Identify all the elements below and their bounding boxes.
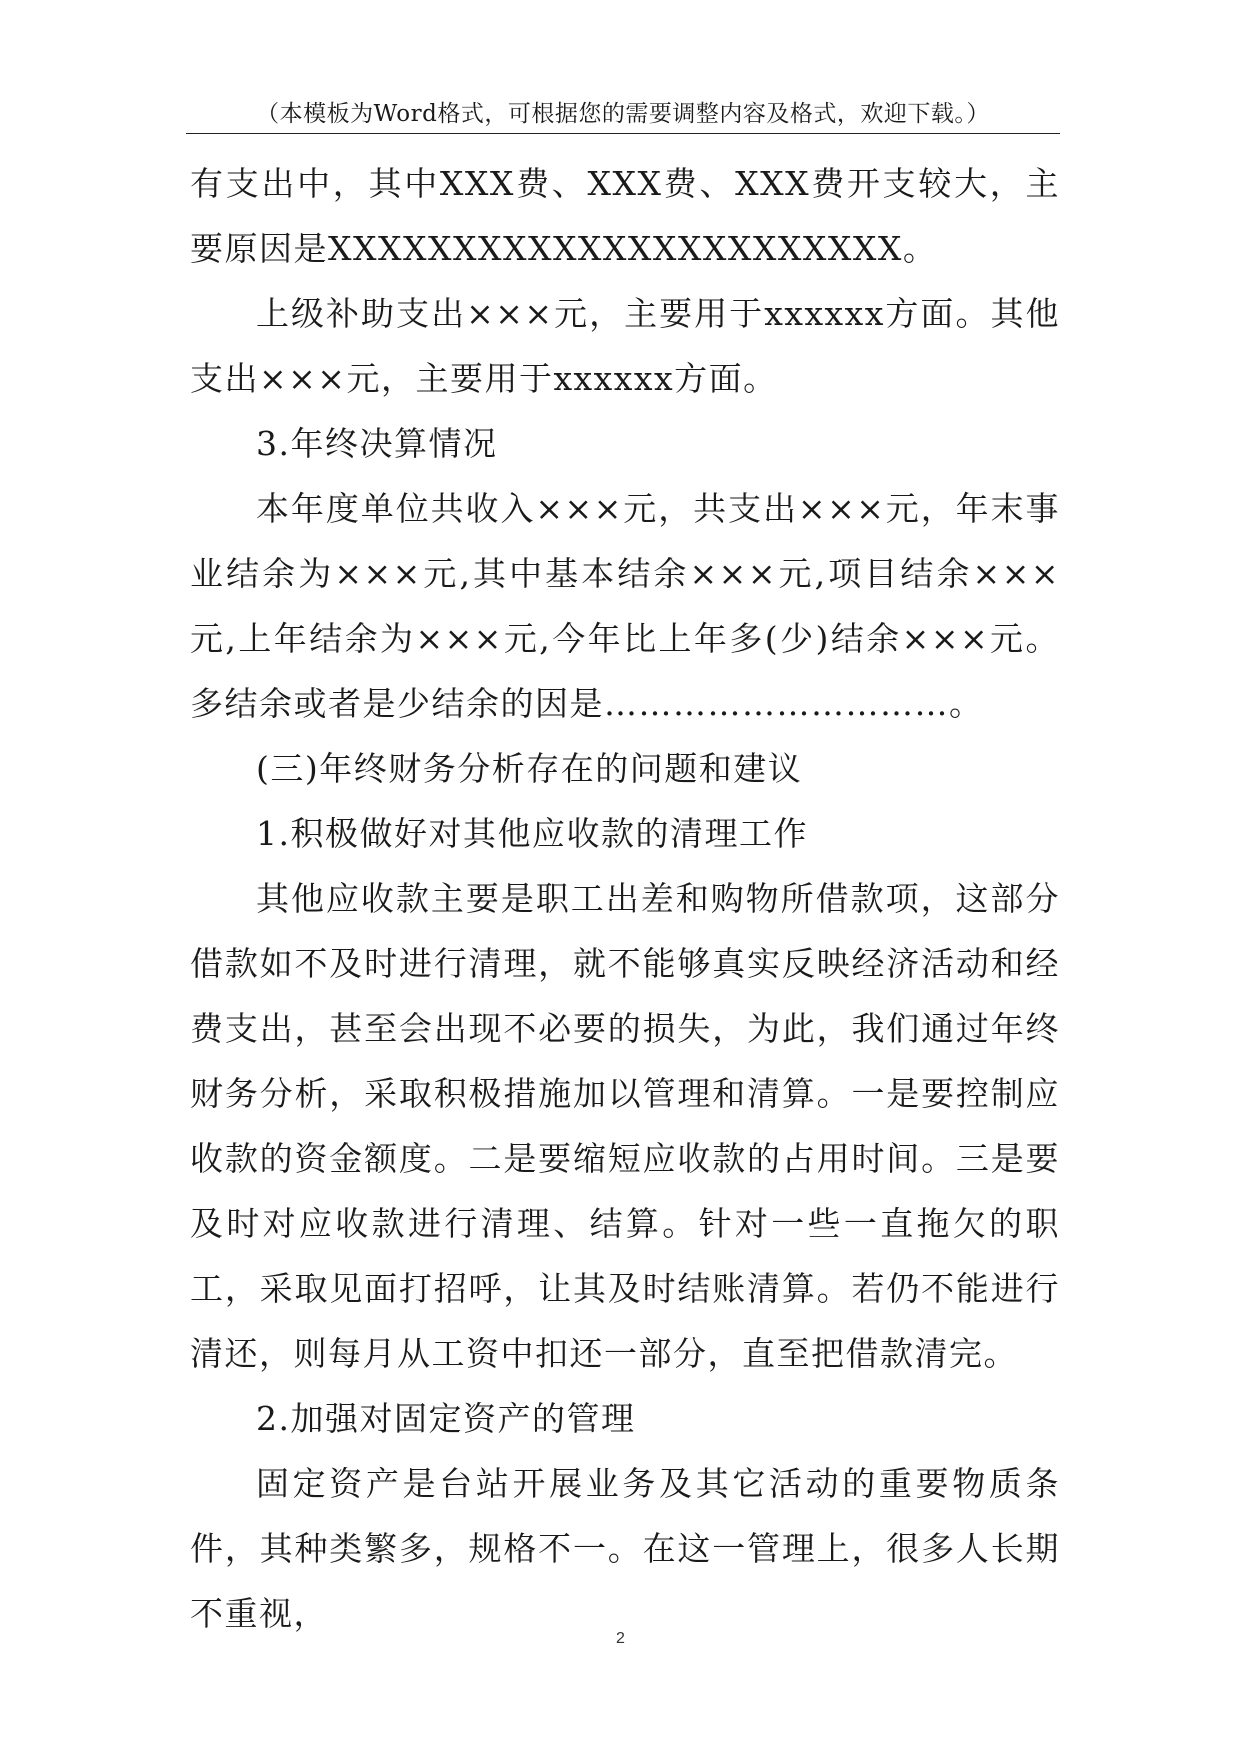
heading-receivables-cleanup: 1.积极做好对其他应收款的清理工作 — [256, 814, 808, 853]
page-number: 2 — [616, 1630, 625, 1647]
heading-year-end-settlement: 3.年终决算情况 — [256, 424, 498, 463]
paragraph-expense-continuation: 有支出中，其中XXX费、XXX费、XXX费开支较大，主要原因是XXXXXXXXXXXXXXXXXXXXXXX。 — [190, 164, 1060, 268]
paragraph-subsidy-expense: 上级补助支出×××元，主要用于xxxxxx方面。其他支出×××元，主要用于xxxxxx方面。 — [190, 294, 1060, 398]
document-body — [190, 151, 1060, 1646]
heading-problems-suggestions: (三)年终财务分析存在的问题和建议 — [256, 749, 803, 788]
paragraph-receivables-details: 其他应收款主要是职工出差和购物所借款项，这部分借款如不及时进行清理，就不能够真实反映经济活动和经费支出，甚至会出现不必要的损失，为此，我们通过年终财务分析，采取积极措施加以管理和清算。一是要控制应收款的资金额度。二是要缩短应收款的占用时间。三是要及时对应收款进行清理、结算。针对一些一直拖欠的职工，采取见面打招呼，让其及时结账清算。若仍不能进行清还，则每月从工资中扣还一部分，直至把借款清完。 — [190, 879, 1060, 1373]
template-note-header: （本模板为Word格式，可根据您的需要调整内容及格式，欢迎下载。） — [256, 101, 990, 127]
paragraph-settlement-details: 本年度单位共收入×××元，共支出×××元，年末事业结余为×××元,其中基本结余×××元,项目结余×××元,上年结余为×××元,今年比上年多(少)结余×××元。多结余或者是少结余的因是…………………………。 — [190, 489, 1060, 723]
heading-fixed-assets: 2.加强对固定资产的管理 — [256, 1399, 636, 1438]
paragraph-fixed-assets-details: 固定资产是台站开展业务及其它活动的重要物质条件，其种类繁多，规格不一。在这一管理上，很多人长期不重视， — [190, 1464, 1060, 1633]
header-divider — [186, 133, 1060, 134]
